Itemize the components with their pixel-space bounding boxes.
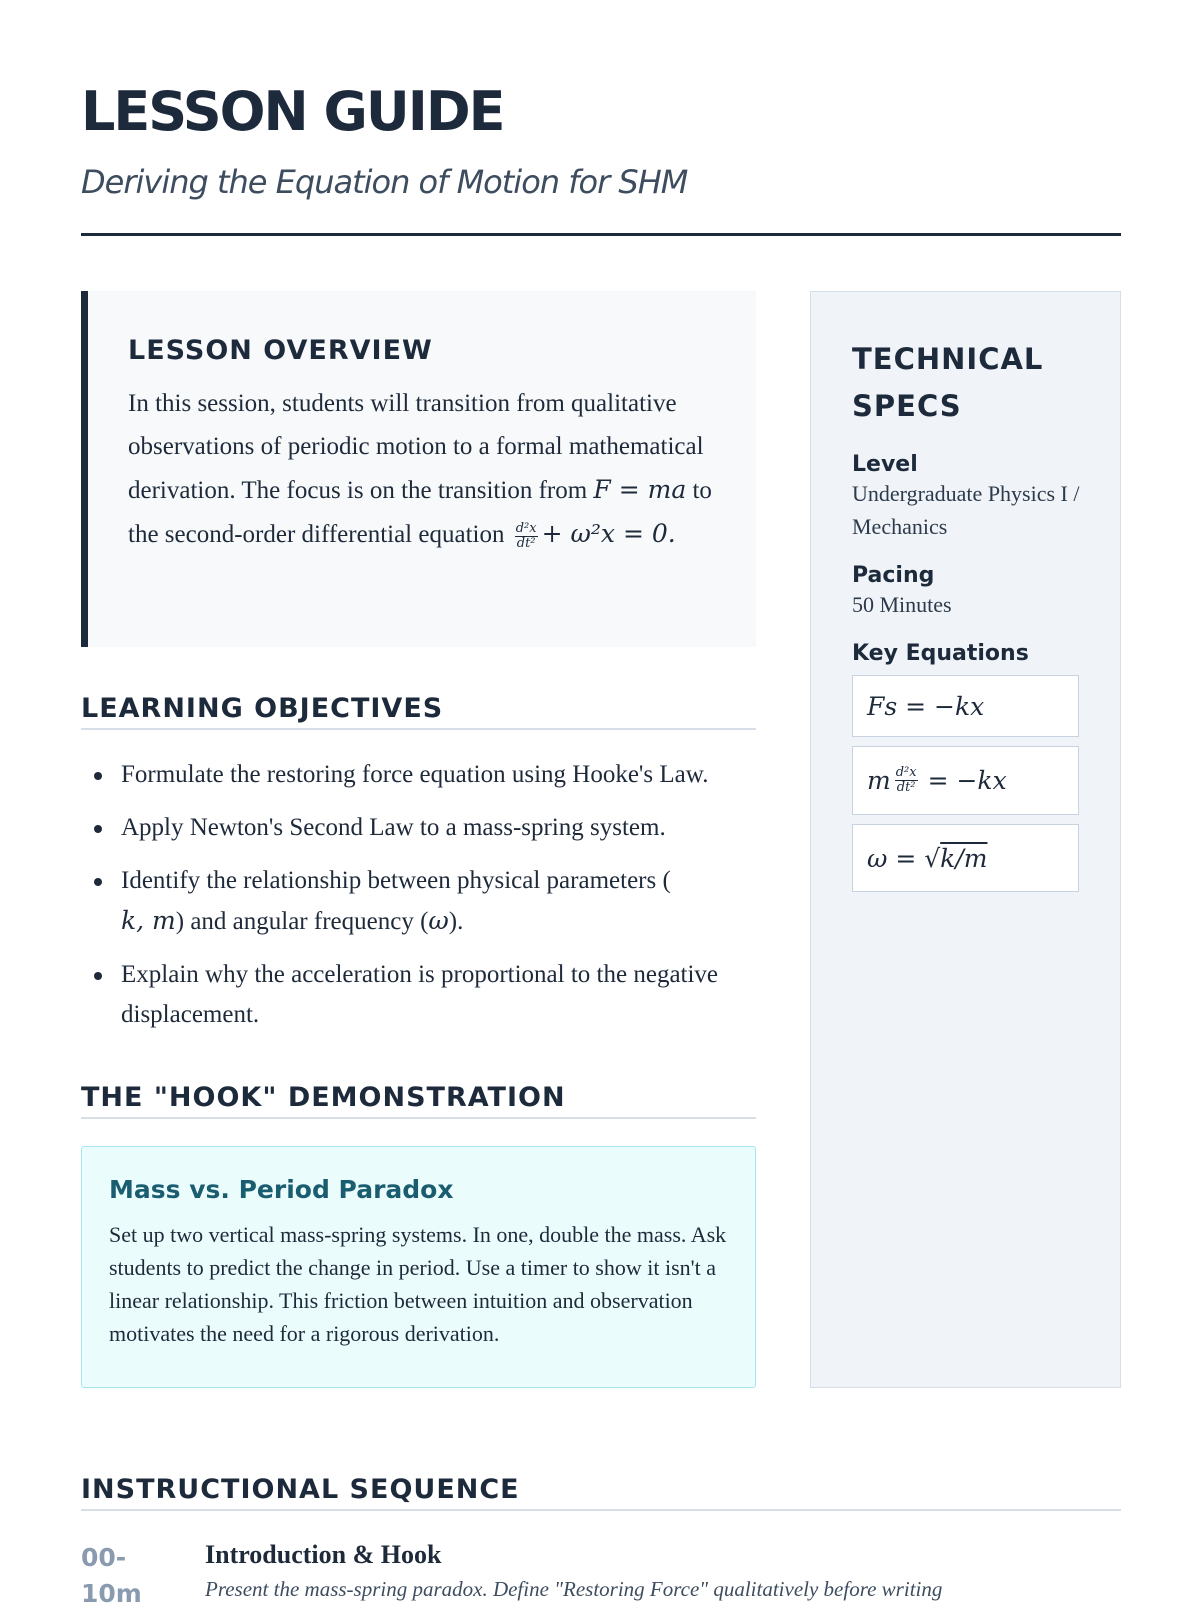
sequence-item-title: Introduction & Hook — [205, 1540, 442, 1569]
header-divider — [81, 233, 1121, 236]
equation-hookes-law — [852, 675, 1079, 737]
list-item: Apply Newton's Second Law to a mass-spring system. — [81, 808, 761, 848]
sequence-time: 00-10m — [81, 1543, 142, 1608]
equation-newton-second-law — [852, 746, 1079, 815]
omega-symbol: ω — [428, 906, 449, 935]
fraction-numerator: d²x — [515, 520, 537, 536]
equation-mass: m — [867, 766, 891, 795]
hook-card-text: Set up two vertical mass-spring systems. In one, double the mass. Ask students to predict the change in period. Use a timer to show it isn't a linear relationship. This friction between intuition and observation motivates the need for a rigorous derivation. — [109, 1222, 727, 1346]
list-item — [81, 861, 761, 942]
overview-text-part-2: to the second-order differential equation — [128, 477, 712, 548]
lesson-overview-card — [81, 291, 756, 647]
equation-hookes-law-text: Fs = −kx — [867, 691, 985, 721]
level-label: Level — [852, 452, 918, 477]
sequence-heading: INSTRUCTIONAL SEQUENCE — [81, 1474, 1121, 1511]
equation-second-derivative — [515, 522, 538, 551]
specs-heading: TECHNICAL SPECS — [852, 342, 1044, 423]
level-value: Undergraduate Physics I / Mechanics — [852, 481, 1080, 539]
equation-shm-tail: + ω²x = 0. — [541, 519, 676, 548]
hook-card-title: Mass vs. Period Paradox — [109, 1175, 454, 1204]
equation-radicand: k/m — [940, 843, 988, 873]
overview-text — [128, 382, 716, 556]
equation-omega-lhs: ω = √ — [867, 843, 941, 873]
technical-specs-sidebar — [810, 291, 1121, 1388]
overview-text-part-1: In this session, students will transition from qualitative observations of periodic motion to a formal mathematical derivation. The focus is on the transition from — [128, 390, 704, 504]
parameters-km: k, m — [121, 906, 176, 935]
objectives-heading: LEARNING OBJECTIVES — [81, 693, 756, 730]
list-item: Formulate the restoring force equation using Hooke's Law. — [81, 755, 761, 795]
page-subtitle: Deriving the Equation of Motion for SHM — [81, 163, 688, 201]
objectives-list — [81, 755, 761, 1048]
pacing-value: 50 Minutes — [852, 592, 952, 617]
overview-heading: LESSON OVERVIEW — [128, 335, 433, 366]
sequence-item-description: Present the mass-spring paradox. Define "Restoring Force" qualitatively before writing — [205, 1577, 943, 1601]
equation-acceleration-fraction — [895, 766, 918, 795]
list-item: Explain why the acceleration is proportional to the negative displacement. — [81, 955, 761, 1035]
key-equations-label: Key Equations — [852, 641, 1029, 666]
objective-3-mid: ) and angular frequency ( — [175, 908, 429, 935]
fraction-denominator: dt² — [896, 780, 916, 795]
hook-demo-card — [81, 1146, 756, 1388]
equation-angular-frequency — [852, 824, 1079, 892]
page-title: LESSON GUIDE — [81, 80, 504, 143]
fraction-denominator: dt² — [516, 535, 536, 551]
objective-3-text: Identify the relationship between physical parameters ( — [121, 867, 671, 894]
equation-fma: F = ma — [593, 475, 687, 504]
fraction-numerator: d²x — [895, 765, 917, 780]
objective-3-end: ). — [448, 908, 464, 935]
hook-heading: THE "HOOK" DEMONSTRATION — [81, 1082, 756, 1119]
equation-force-rhs: = −kx — [927, 766, 1007, 795]
pacing-label: Pacing — [852, 563, 935, 588]
